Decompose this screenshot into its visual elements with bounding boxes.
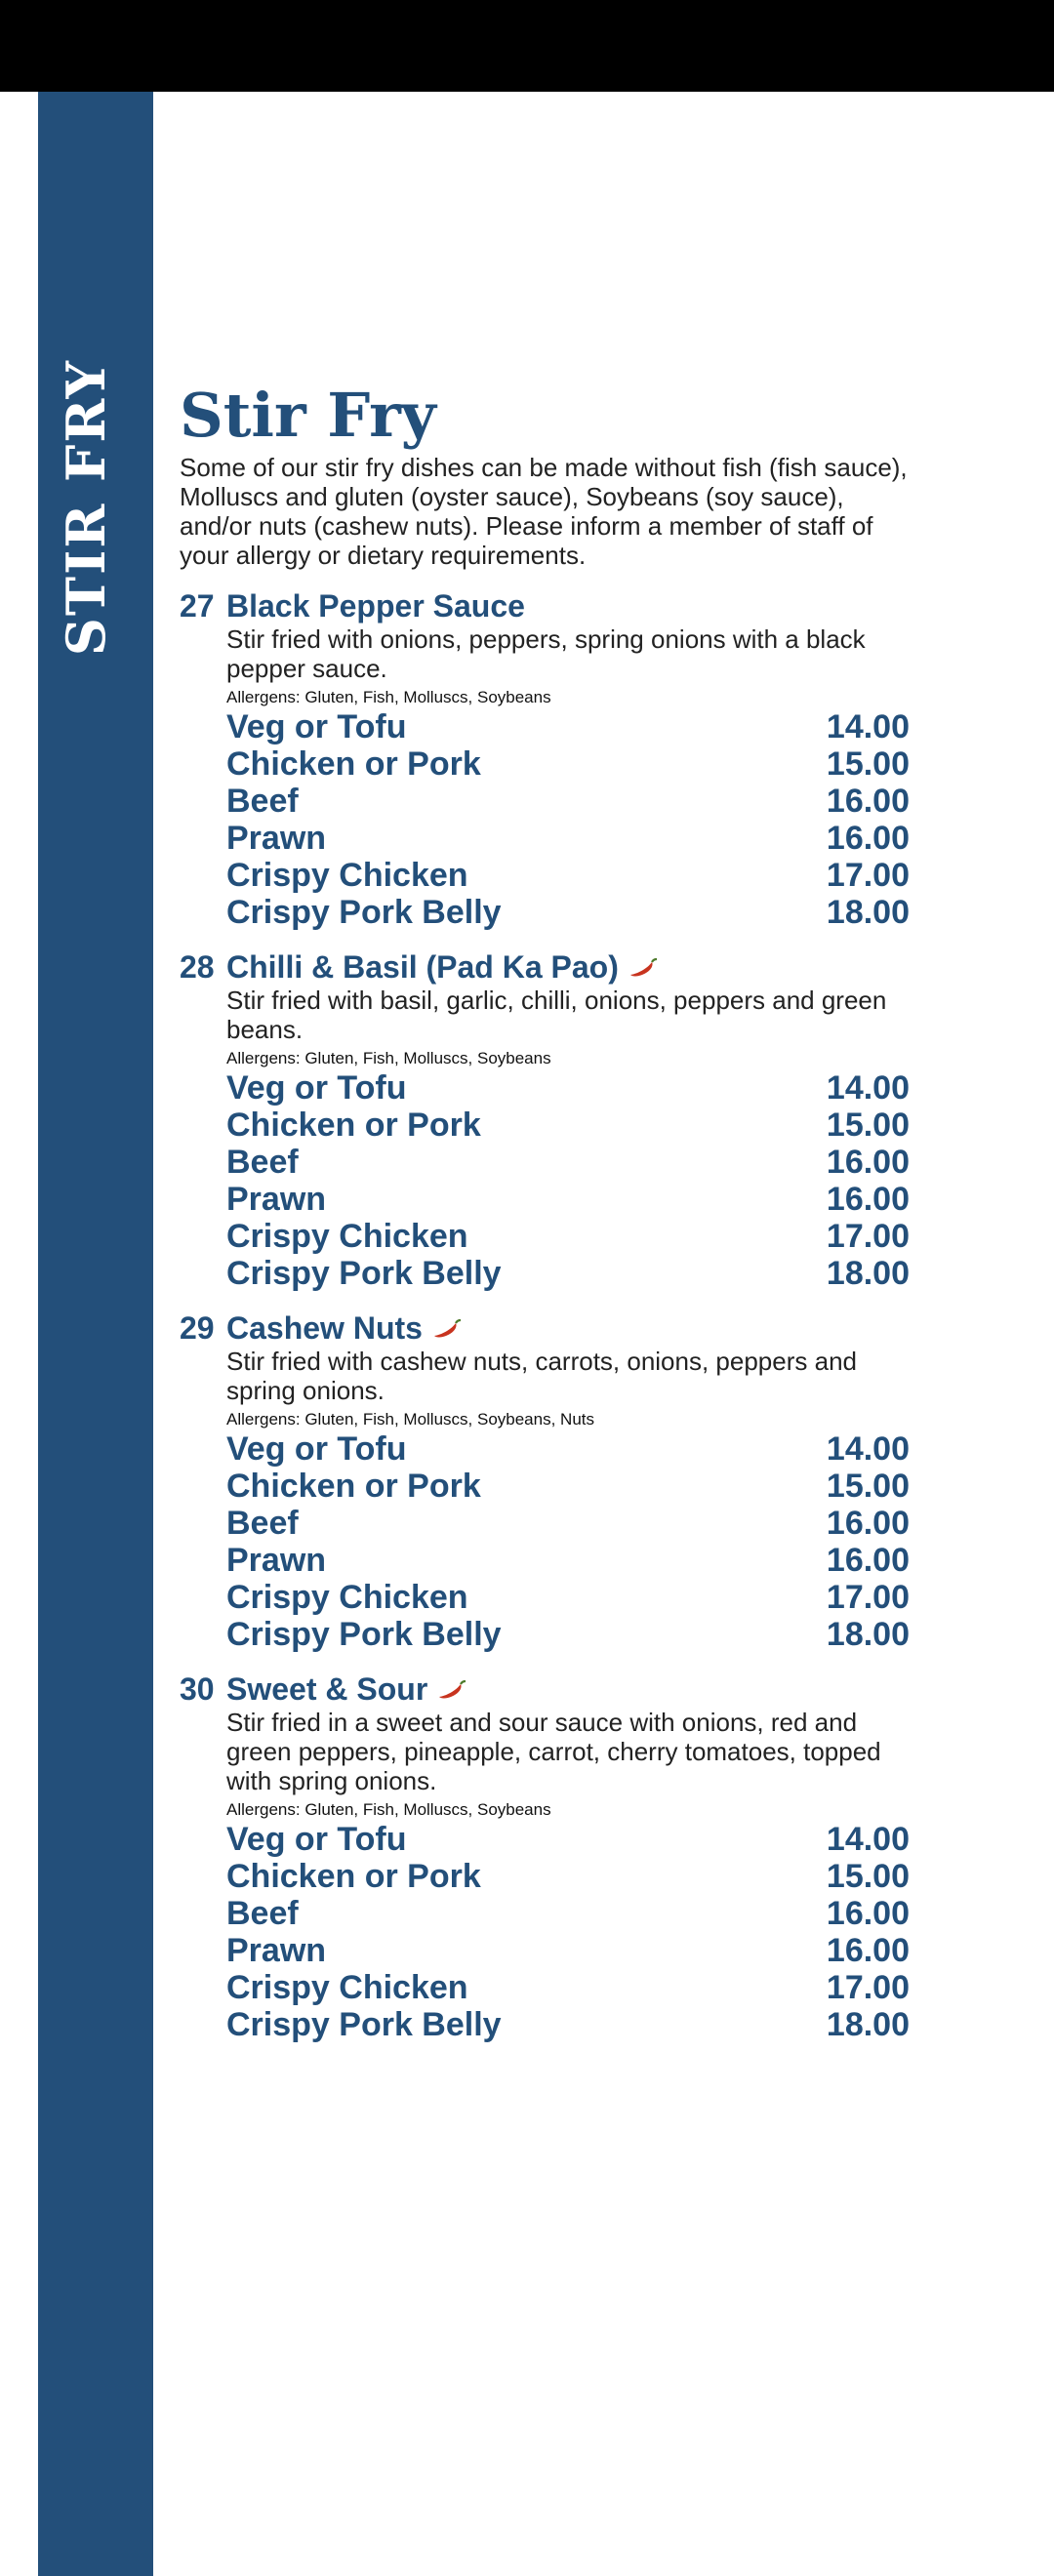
price-list bbox=[226, 1821, 910, 2043]
price-row bbox=[226, 1932, 910, 1969]
price-row bbox=[226, 857, 910, 894]
option-label: Crispy Chicken bbox=[226, 857, 468, 894]
allergens-note: Allergens: Gluten, Fish, Molluscs, Soybeans bbox=[226, 688, 551, 706]
dish-number: 29 bbox=[180, 1310, 215, 1346]
option-price: 18.00 bbox=[826, 2006, 910, 2043]
dish-header bbox=[180, 1309, 921, 1347]
option-label: Prawn bbox=[226, 1181, 327, 1218]
option-label: Crispy Chicken bbox=[226, 1218, 468, 1255]
option-label: Crispy Pork Belly bbox=[226, 894, 502, 931]
price-row bbox=[226, 1255, 910, 1292]
dish-number: 28 bbox=[180, 949, 215, 985]
option-price: 14.00 bbox=[826, 1430, 910, 1468]
price-row bbox=[226, 1430, 910, 1468]
chili-icon bbox=[628, 948, 658, 986]
price-row bbox=[226, 783, 910, 820]
option-price: 16.00 bbox=[826, 820, 910, 857]
price-row bbox=[226, 1069, 910, 1107]
option-label: Veg or Tofu bbox=[226, 1821, 407, 1858]
dish-header bbox=[180, 1670, 921, 1708]
option-label: Beef bbox=[226, 1895, 299, 1932]
price-row bbox=[226, 708, 910, 745]
option-price: 14.00 bbox=[826, 708, 910, 745]
dish-header bbox=[180, 587, 921, 624]
dish-header bbox=[180, 948, 921, 986]
option-label: Prawn bbox=[226, 1542, 327, 1579]
price-row bbox=[226, 1616, 910, 1653]
option-price: 15.00 bbox=[826, 1858, 910, 1895]
top-bar bbox=[0, 0, 1054, 92]
option-label: Beef bbox=[226, 1505, 299, 1542]
option-label: Prawn bbox=[226, 1932, 327, 1969]
price-row bbox=[226, 745, 910, 783]
price-row bbox=[226, 820, 910, 857]
option-price: 17.00 bbox=[826, 1969, 910, 2006]
dish-name: Black Pepper Sauce bbox=[226, 588, 525, 624]
dish-item bbox=[180, 1670, 921, 2043]
chili-icon bbox=[437, 1670, 466, 1708]
option-label: Crispy Pork Belly bbox=[226, 1255, 502, 1292]
option-price: 17.00 bbox=[826, 1579, 910, 1616]
price-row bbox=[226, 1505, 910, 1542]
dish-description: Stir fried with basil, garlic, chilli, onions, peppers and green beans. bbox=[226, 986, 887, 1044]
dish-description: Stir fried with onions, peppers, spring onions with a black pepper sauce. bbox=[226, 624, 866, 683]
price-row bbox=[226, 1468, 910, 1505]
option-price: 18.00 bbox=[826, 894, 910, 931]
dish-number: 30 bbox=[180, 1671, 215, 1707]
option-label: Veg or Tofu bbox=[226, 708, 407, 745]
page-title: Stir Fry bbox=[180, 380, 436, 451]
price-row bbox=[226, 1969, 910, 2006]
dish-name: Chilli & Basil (Pad Ka Pao) bbox=[226, 949, 619, 985]
option-price: 16.00 bbox=[826, 783, 910, 820]
option-price: 16.00 bbox=[826, 1895, 910, 1932]
option-price: 17.00 bbox=[826, 857, 910, 894]
option-label: Chicken or Pork bbox=[226, 745, 481, 783]
option-price: 14.00 bbox=[826, 1821, 910, 1858]
price-row bbox=[226, 2006, 910, 2043]
price-row bbox=[226, 1579, 910, 1616]
option-label: Veg or Tofu bbox=[226, 1430, 407, 1468]
option-label: Crispy Pork Belly bbox=[226, 1616, 502, 1653]
dish-item bbox=[180, 587, 921, 931]
price-list bbox=[226, 1430, 910, 1653]
price-row bbox=[226, 1144, 910, 1181]
price-row bbox=[226, 1821, 910, 1858]
option-label: Chicken or Pork bbox=[226, 1468, 481, 1505]
price-list bbox=[226, 708, 910, 931]
option-label: Beef bbox=[226, 1144, 299, 1181]
allergens-note: Allergens: Gluten, Fish, Molluscs, Soybeans bbox=[226, 1049, 551, 1067]
dish-list bbox=[180, 587, 921, 2043]
option-price: 16.00 bbox=[826, 1932, 910, 1969]
option-label: Beef bbox=[226, 783, 299, 820]
option-price: 18.00 bbox=[826, 1255, 910, 1292]
option-price: 16.00 bbox=[826, 1542, 910, 1579]
option-price: 15.00 bbox=[826, 1468, 910, 1505]
option-price: 16.00 bbox=[826, 1181, 910, 1218]
option-price: 16.00 bbox=[826, 1505, 910, 1542]
intro-text: Some of our stir fry dishes can be made without fish (fish sauce), Molluscs and gluten (oyster sauce), Soybeans (soy sauce), and/or nuts (cashew nuts). Please inform a member of staff of your allergy or dietary requirements. bbox=[180, 453, 908, 570]
price-row bbox=[226, 1107, 910, 1144]
allergens-note: Allergens: Gluten, Fish, Molluscs, Soybeans, Nuts bbox=[226, 1410, 594, 1429]
dish-item bbox=[180, 948, 921, 1292]
dish-description: Stir fried with cashew nuts, carrots, onions, peppers and spring onions. bbox=[226, 1347, 857, 1405]
option-price: 16.00 bbox=[826, 1144, 910, 1181]
option-price: 15.00 bbox=[826, 1107, 910, 1144]
sidebar-title: STIR FRY bbox=[55, 358, 117, 657]
option-price: 17.00 bbox=[826, 1218, 910, 1255]
option-label: Crispy Chicken bbox=[226, 1579, 468, 1616]
dish-name: Cashew Nuts bbox=[226, 1310, 423, 1346]
menu-content bbox=[180, 379, 921, 2043]
dish-name: Sweet & Sour bbox=[226, 1671, 428, 1707]
option-label: Chicken or Pork bbox=[226, 1858, 481, 1895]
dish-item bbox=[180, 1309, 921, 1653]
price-row bbox=[226, 1895, 910, 1932]
price-row bbox=[226, 1858, 910, 1895]
option-label: Crispy Pork Belly bbox=[226, 2006, 502, 2043]
dish-description: Stir fried in a sweet and sour sauce with onions, red and green peppers, pineapple, carrot, cherry tomatoes, topped with spring onions. bbox=[226, 1708, 881, 1795]
dish-number: 27 bbox=[180, 588, 215, 624]
option-label: Crispy Chicken bbox=[226, 1969, 468, 2006]
option-price: 15.00 bbox=[826, 745, 910, 783]
price-list bbox=[226, 1069, 910, 1292]
option-label: Prawn bbox=[226, 820, 327, 857]
option-price: 14.00 bbox=[826, 1069, 910, 1107]
price-row bbox=[226, 894, 910, 931]
option-label: Veg or Tofu bbox=[226, 1069, 407, 1107]
price-row bbox=[226, 1218, 910, 1255]
chili-icon bbox=[432, 1309, 462, 1347]
price-row bbox=[226, 1181, 910, 1218]
option-label: Chicken or Pork bbox=[226, 1107, 481, 1144]
price-row bbox=[226, 1542, 910, 1579]
allergens-note: Allergens: Gluten, Fish, Molluscs, Soybeans bbox=[226, 1800, 551, 1819]
option-price: 18.00 bbox=[826, 1616, 910, 1653]
